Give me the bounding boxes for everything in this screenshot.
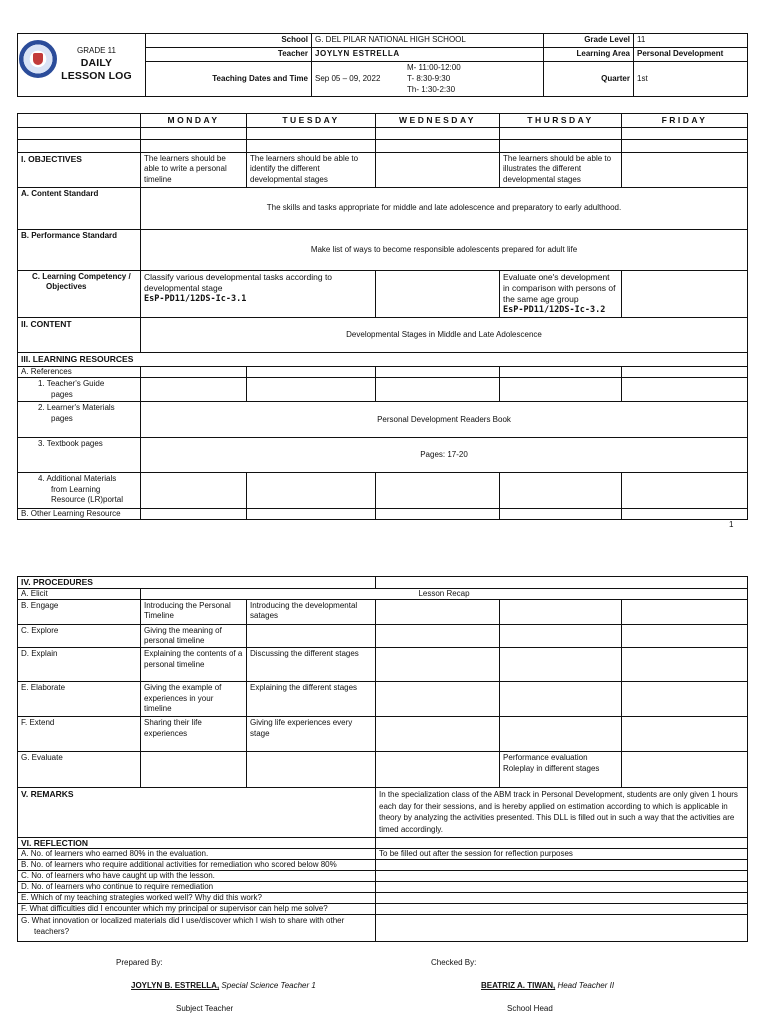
quarter-label: Quarter <box>544 62 634 97</box>
engage-tuesday: Introducing the developmental satages <box>247 599 376 624</box>
evaluate-thursday-line2: Roleplay in different stages <box>503 763 600 773</box>
remarks-value: In the specialization class of the ABM track in Personal Development, students are only given 1 hours each day for their sessions, and is hereby applied on estimation according to which is applicable in theory by analyzing the activities presented. This DLL is filled out in such a way that the activities are timed accordingly. <box>376 788 748 837</box>
preparer-signature <box>131 981 316 991</box>
content-standard-label: A. Content Standard <box>18 188 141 230</box>
objective-tuesday: The learners should be able to identify the different developmental stages <box>247 153 376 188</box>
dates-time-cell <box>312 62 544 97</box>
competency-monday <box>141 271 376 318</box>
preparer-title: Special Science Teacher 1 <box>221 981 316 990</box>
dates-label: Teaching Dates and Time <box>146 62 312 97</box>
page-number: 1 <box>729 520 734 529</box>
competency-label-line1: C. Learning Competency / <box>32 272 131 282</box>
learners-materials-line2: pages <box>51 413 73 423</box>
evaluate-thursday <box>500 752 622 788</box>
reflection-a: A. No. of learners who earned 80% in the evaluation. <box>18 849 376 860</box>
time-thursday: Th- 1:30-2:30 <box>407 84 456 94</box>
explain-label: D. Explain <box>18 648 141 682</box>
reflection-a-value: To be filled out after the session for reflection purposes <box>376 849 748 860</box>
extend-tuesday: Giving life experiences every stage <box>247 717 376 752</box>
grade-label: GRADE 11 <box>77 46 116 56</box>
checker-signature <box>481 981 614 991</box>
learning-area-label: Learning Area <box>544 48 634 62</box>
remarks-label: V. REMARKS <box>18 788 376 837</box>
learning-resources-label: III. LEARNING RESOURCES <box>18 353 748 367</box>
reflection-c: C. No. of learners who have caught up with the lesson. <box>18 871 376 882</box>
reflection-g-line2: teachers? <box>34 926 70 936</box>
textbook-value: Pages: 17-20 <box>141 438 748 473</box>
reflection-g-line1: G. What innovation or localized materials did I use/discover which I wish to share with other <box>21 916 345 926</box>
teachers-guide-line1: 1. Teacher's Guide <box>38 379 105 389</box>
reflection-b: B. No. of learners who require additional activities for remediation who scored below 80% <box>18 860 376 871</box>
content-standard-value: The skills and tasks appropriate for middle and late adolescence and preparatory to early adulthood. <box>141 188 748 230</box>
references-label: A. References <box>18 367 141 378</box>
quarter-value: 1st <box>634 62 748 97</box>
lesson-table <box>17 113 748 520</box>
elicit-label: A. Elicit <box>18 588 141 599</box>
checker-role: School Head <box>507 1004 553 1013</box>
evaluate-thursday-line1: Performance evaluation <box>503 753 588 763</box>
school-value: G. DEL PILAR NATIONAL HIGH SCHOOL <box>312 34 544 48</box>
competency-label <box>18 271 141 318</box>
day-thursday: THURSDAY <box>500 114 622 128</box>
school-label: School <box>146 34 312 48</box>
logo-cell <box>18 34 146 97</box>
day-tuesday: TUESDAY <box>247 114 376 128</box>
explain-monday: Explaining the contents of a personal timeline <box>141 648 247 682</box>
prepared-by-label: Prepared By: <box>116 958 163 967</box>
additional-materials-line1: 4. Additional Materials <box>38 474 117 484</box>
competency-thursday-text: Evaluate one's development in comparison with persons of the same age group <box>503 272 616 305</box>
learners-materials-line1: 2. Learner's Materials <box>38 403 115 413</box>
objective-monday: The learners should be able to write a personal timeline <box>141 153 247 188</box>
reflection-e: E. Which of my teaching strategies worked well? Why did this work? <box>18 893 376 904</box>
learners-materials-label <box>18 402 141 438</box>
teacher-value: JOYLYN ESTRELLA <box>312 48 544 62</box>
extend-monday: Sharing their life experiences <box>141 717 247 752</box>
elaborate-monday: Giving the example of experiences in your timeline <box>141 682 247 717</box>
evaluate-label: G. Evaluate <box>18 752 141 788</box>
time-monday: M- 11:00-12:00 <box>407 63 461 72</box>
learners-materials-value: Personal Development Readers Book <box>141 402 748 438</box>
day-friday: FRIDAY <box>622 114 748 128</box>
dates-value: Sep 05 – 09, 2022 <box>315 74 381 83</box>
teachers-guide-line2: pages <box>51 389 73 399</box>
additional-materials-line3: Resource (LR)portal <box>51 495 124 505</box>
header-table <box>17 33 748 97</box>
preparer-role: Subject Teacher <box>176 1004 234 1013</box>
teachers-guide-label <box>18 378 141 402</box>
performance-standard-value: Make list of ways to become responsible adolescents prepared for adult life <box>141 230 748 271</box>
checked-by-label: Checked By: <box>431 958 477 967</box>
other-resources-label: B. Other Learning Resource <box>18 509 141 520</box>
corner-cell <box>18 114 141 128</box>
competency-label-line2: Objectives <box>46 282 87 292</box>
dll-title-line1: DAILY <box>80 56 113 69</box>
elaborate-label: E. Elaborate <box>18 682 141 717</box>
reflection-f: F. What difficulties did I encounter which my principal or supervisor can help me solve? <box>18 904 376 915</box>
explain-tuesday: Discussing the different stages <box>247 648 376 682</box>
explore-monday: Giving the meaning of personal timeline <box>141 624 247 648</box>
objective-thursday: The learners should be able to illustrates the different developmental stages <box>500 153 622 188</box>
checker-name: BEATRIZ A. TIWAN, <box>481 981 556 990</box>
teacher-label: Teacher <box>146 48 312 62</box>
grade-level-label: Grade Level <box>544 34 634 48</box>
competency-thursday <box>500 271 622 318</box>
competency-monday-code: EsP-PD11/12DS-Ic-3.1 <box>144 294 247 305</box>
preparer-name: JOYLYN B. ESTRELLA, <box>131 981 220 990</box>
day-wednesday: WEDNESDAY <box>376 114 500 128</box>
elicit-value: Lesson Recap <box>141 588 748 599</box>
checker-title: Head Teacher II <box>557 981 615 990</box>
grade-level-value: 11 <box>634 34 748 48</box>
reflection-label: VI. REFLECTION <box>18 837 376 849</box>
procedures-label: IV. PROCEDURES <box>18 577 376 589</box>
reflection-g <box>18 915 376 942</box>
content-label: II. CONTENT <box>18 318 141 353</box>
additional-materials-line2: from Learning <box>51 484 101 494</box>
additional-materials-label <box>18 473 141 509</box>
content-value: Developmental Stages in Middle and Late Adolescence <box>141 318 748 353</box>
day-monday: MONDAY <box>141 114 247 128</box>
textbook-label: 3. Textbook pages <box>18 438 141 473</box>
extend-label: F. Extend <box>18 717 141 752</box>
elaborate-tuesday: Explaining the different stages <box>247 682 376 717</box>
engage-monday: Introducing the Personal Timeline <box>141 599 247 624</box>
performance-standard-label: B. Performance Standard <box>18 230 141 271</box>
learning-area-value: Personal Development <box>634 48 748 62</box>
procedures-table <box>17 576 748 942</box>
dll-title-line2: LESSON LOG <box>61 70 132 83</box>
engage-label: B. Engage <box>18 599 141 624</box>
objectives-label: I. OBJECTIVES <box>18 153 141 188</box>
reflection-d: D. No. of learners who continue to require remediation <box>18 882 376 893</box>
explore-label: C. Explore <box>18 624 141 648</box>
time-tuesday: T- 8:30-9:30 <box>407 73 451 83</box>
competency-monday-text: Classify various developmental tasks according to developmental stage <box>144 272 333 294</box>
competency-thursday-code: EsP-PD11/12DS-Ic-3.2 <box>503 305 606 316</box>
